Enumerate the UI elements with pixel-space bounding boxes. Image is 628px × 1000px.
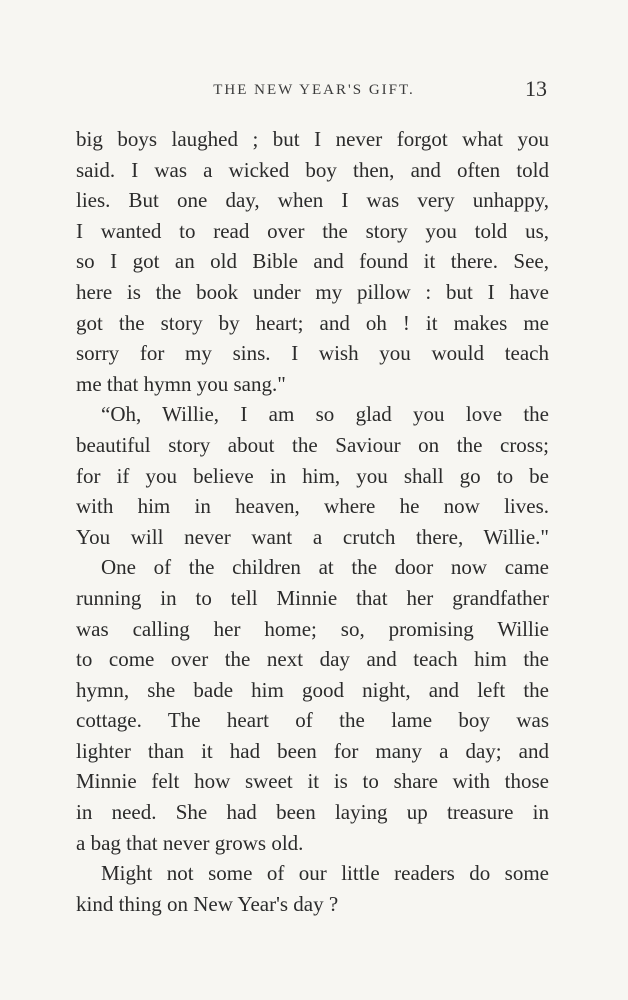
text-line: with him in heaven, where he now lives. [76,494,549,519]
text-line: me that hymn you sang." [76,371,286,396]
text-line: got the story by heart; and oh ! it makes me [76,310,549,335]
text-line: I wanted to read over the story you told us, [76,218,549,243]
page-number: 13 [525,76,547,101]
text-line: hymn, she bade him good night, and left the [76,677,549,702]
text-line: a bag that never grows old. [76,830,304,855]
text-line: big boys laughed ; but I never forgot what you [76,127,549,151]
text-line: to come over the next day and teach him the [76,647,549,672]
text-line: so I got an old Bible and found it there. See, [76,249,549,274]
text-line: kind thing on New Year's day ? [76,891,339,916]
text-line: in need. She had been laying up treasure in [76,800,549,825]
text-line: Minnie felt how sweet it is to share with those [76,769,549,794]
text-line: here is the book under my pillow : but I have [76,279,549,304]
running-title: THE NEW YEAR'S GIFT. [213,82,415,98]
text-line: beautiful story about the Saviour on the cross; [76,432,549,457]
text-line: for if you believe in him, you shall go to be [76,463,549,488]
text-line: “Oh, Willie, I am so glad you love the [101,402,549,427]
body-text [76,124,549,919]
text-line: You will never want a crutch there, Willie." [76,524,549,549]
running-head [0,74,628,104]
text-line: was calling her home; so, promising Willie [76,616,549,641]
text-line: running in to tell Minnie that her grandfather [76,585,549,610]
text-line: One of the children at the door now came [101,555,549,580]
text-line: lighter than it had been for many a day; and [76,738,549,763]
text-line: sorry for my sins. I wish you would teach [76,341,549,366]
text-line: cottage. The heart of the lame boy was [76,708,549,733]
text-line: lies. But one day, when I was very unhappy, [76,188,549,213]
text-line: Might not some of our little readers do some [101,861,549,886]
text-line: said. I was a wicked boy then, and often told [76,157,549,182]
